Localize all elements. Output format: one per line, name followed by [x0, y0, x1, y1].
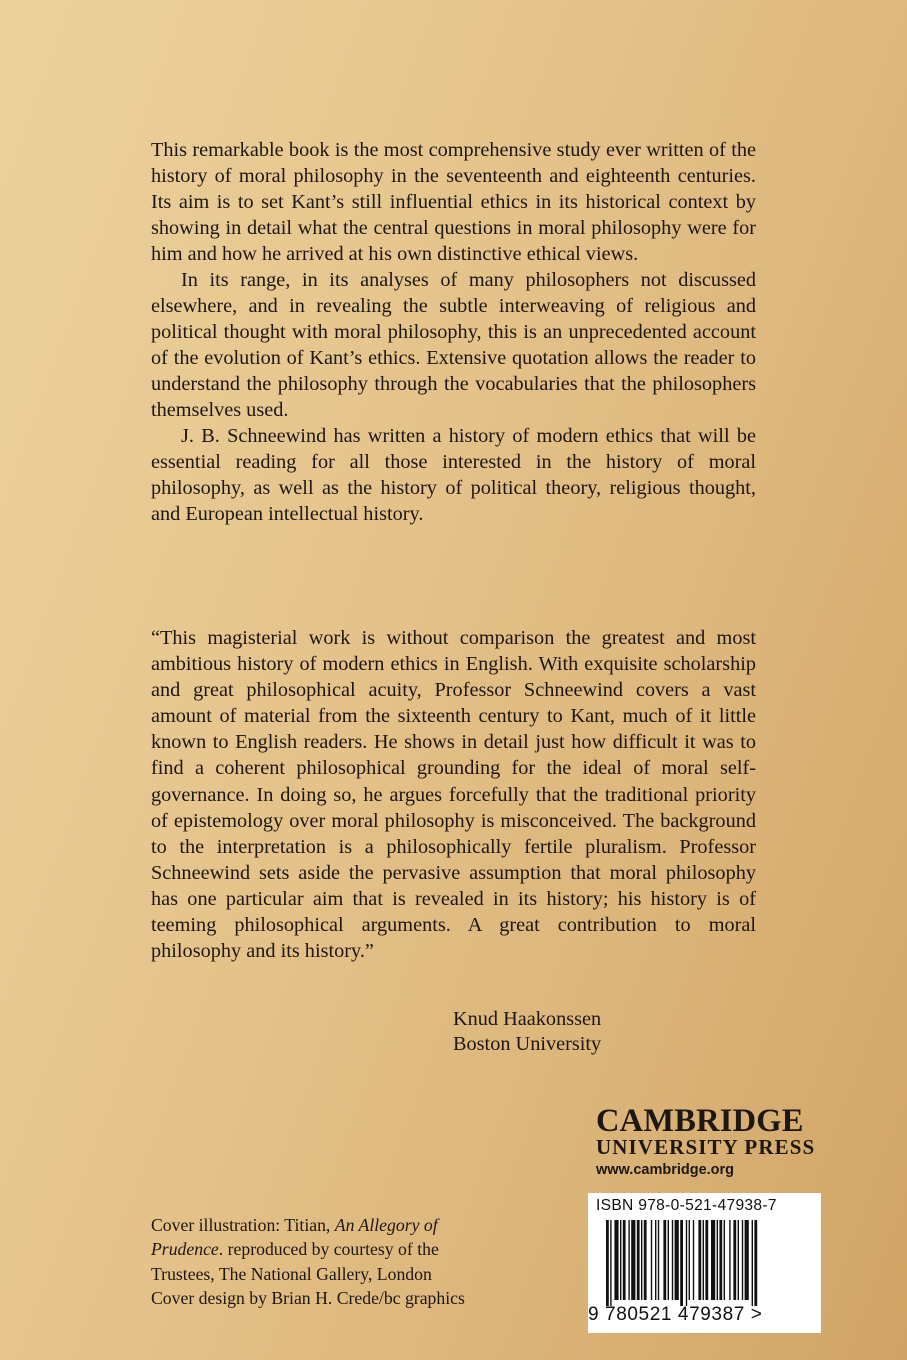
review-quote — [151, 625, 756, 964]
credits-line-1: Cover illustration: Titian, An Allegory of — [151, 1215, 438, 1235]
barcode-bar — [655, 1220, 656, 1300]
barcode-bar — [733, 1220, 736, 1300]
quote-author: Knud Haakonssen — [453, 1008, 602, 1030]
barcode-bar — [686, 1220, 687, 1306]
publisher-name: CAMBRIDGE — [596, 1103, 804, 1139]
barcode-bar — [711, 1220, 715, 1300]
barcode-bar — [644, 1220, 647, 1300]
barcode-graphic — [606, 1220, 802, 1306]
description-paragraph-2: In its range, in its analyses of many philosophers not discussed elsewhere, and in revealing the subtle interweaving of religious and political thought with moral philosophy, this is an unprecedented account of the evolution of Kant’s ethics. Extensive quotation allows the reader to understand the philosophy through the vocabularies that the philosophers themselves used. — [151, 269, 756, 421]
barcode-bar — [754, 1220, 757, 1306]
cover-credits — [151, 1213, 571, 1311]
barcode-bar — [689, 1220, 690, 1300]
isbn-label: ISBN 978-0-521-47938-7 — [596, 1197, 777, 1214]
barcode-bar — [631, 1220, 635, 1300]
description-paragraph-1: This remarkable book is the most comprehensive study ever written of the history of moral philosophy in the seventeenth and eighteenth centuries. Its aim is to set Kant’s still influential ethics in its historical context by showing in detail what the central questions in moral philosophy were for him and how he arrived at his own distinctive ethical views. — [151, 139, 756, 265]
barcode-bar — [606, 1220, 609, 1306]
barcode-bar — [663, 1220, 666, 1300]
book-description — [151, 137, 756, 527]
description-paragraph-3: J. B. Schneewind has written a history of modern ethics that will be essential reading for all those interested in the history of moral philosophy, as well as the history of political theory, religious thought, and European intellectual history. — [151, 425, 756, 525]
publisher-website: www.cambridge.org — [596, 1162, 735, 1178]
barcode-bar — [675, 1220, 679, 1300]
isbn-barcode — [588, 1193, 821, 1333]
barcode-bar — [623, 1220, 626, 1300]
barcode-bar — [641, 1220, 642, 1300]
barcode-bar — [668, 1220, 669, 1300]
barcode-bar — [752, 1220, 753, 1306]
barcode-bar — [717, 1220, 718, 1300]
publisher-logo — [596, 1103, 824, 1180]
barcode-bar — [693, 1220, 694, 1300]
barcode-bar — [705, 1220, 708, 1300]
barcode-bar — [703, 1220, 704, 1300]
barcode-bar — [637, 1220, 640, 1300]
barcode-bar — [628, 1220, 629, 1300]
barcode-bar — [614, 1220, 618, 1300]
barcode-bar — [724, 1220, 725, 1300]
barcode-bar — [729, 1220, 730, 1300]
barcode-bar — [738, 1220, 739, 1300]
barcode-bar — [745, 1220, 749, 1300]
barcode-bar — [719, 1220, 722, 1300]
publisher-subtitle: UNIVERSITY PRESS — [596, 1135, 816, 1159]
barcode-bar — [698, 1220, 701, 1300]
barcode-bar — [658, 1220, 659, 1300]
barcode-bar — [672, 1220, 673, 1300]
barcode-bar — [651, 1220, 652, 1300]
quote-attribution — [453, 1007, 601, 1057]
barcode-bars — [606, 1220, 802, 1306]
barcode-bar — [680, 1220, 683, 1306]
quote-affiliation: Boston University — [453, 1033, 602, 1055]
barcode-bar — [620, 1220, 621, 1300]
barcode-bar — [742, 1220, 743, 1300]
credits-line-3: Trustees, The National Gallery, London — [151, 1263, 432, 1284]
barcode-digits: 9 780521 479387 > — [588, 1304, 763, 1325]
artwork-title-part-2: Prudence — [151, 1239, 219, 1260]
artwork-title-part-1: An Allegory of — [334, 1215, 438, 1235]
barcode-bar — [610, 1220, 611, 1306]
review-quote-text: “This magisterial work is without comparison the greatest and most ambitious history of modern ethics in English. With exquisite scholarship and great philosophical acuity, Professor Schneewind covers a vast amount of material from the sixteenth century to Kant, much of it little known to English readers. He shows in detail just how difficult it was to find a coherent philosophical grounding for the ideal of moral self-governance. In doing so, he argues forcefully that the traditional priority of epistemology over moral philosophy is misconceived. The background to the interpretation is a philosophically fertile pluralism. Professor Schneewind sets aside the pervasive assumption that moral philosophy has one particular aim that is revealed in its history; his history is of teeming philosophical arguments. A great contribution to moral philosophy and its history.” — [151, 627, 756, 963]
credits-line-4: Cover design by Brian H. Crede/bc graphics — [151, 1288, 465, 1309]
credits-line-2: Prudence. reproduced by courtesy of the — [151, 1239, 439, 1260]
